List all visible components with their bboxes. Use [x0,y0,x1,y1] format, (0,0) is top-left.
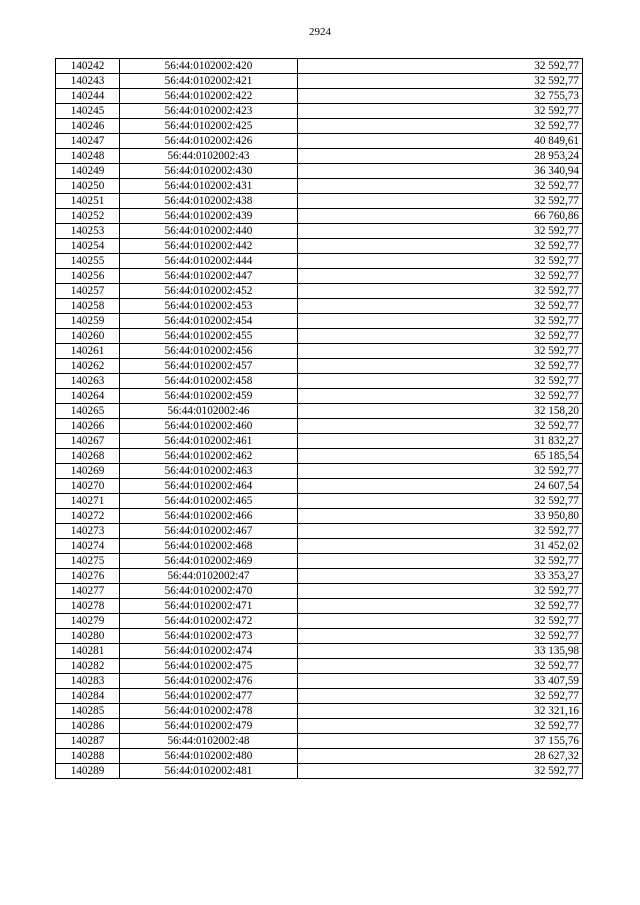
row-id-cell: 140285 [56,704,120,719]
row-id-cell: 140243 [56,74,120,89]
row-id-cell: 140245 [56,104,120,119]
table-row [56,629,583,644]
cadastral-number-cell: 56:44:0102002:462 [120,449,298,464]
value-cell: 28 953,24 [298,149,583,164]
table-row [56,359,583,374]
cadastral-number-cell: 56:44:0102002:452 [120,284,298,299]
table-row [56,134,583,149]
table-row [56,389,583,404]
value-cell: 32 592,77 [298,764,583,779]
cadastral-number-cell: 56:44:0102002:46 [120,404,298,419]
table-row [56,299,583,314]
row-id-cell: 140278 [56,599,120,614]
row-id-cell: 140271 [56,494,120,509]
value-cell: 33 950,80 [298,509,583,524]
cadastral-number-cell: 56:44:0102002:461 [120,434,298,449]
table-row [56,314,583,329]
value-cell: 66 760,86 [298,209,583,224]
cadastral-number-cell: 56:44:0102002:421 [120,74,298,89]
cadastral-number-cell: 56:44:0102002:444 [120,254,298,269]
table-row [56,104,583,119]
cadastral-number-cell: 56:44:0102002:48 [120,734,298,749]
cadastral-number-cell: 56:44:0102002:478 [120,704,298,719]
value-cell: 32 592,77 [298,719,583,734]
row-id-cell: 140281 [56,644,120,659]
row-id-cell: 140244 [56,89,120,104]
row-id-cell: 140286 [56,719,120,734]
table-row [56,614,583,629]
table-row [56,404,583,419]
row-id-cell: 140283 [56,674,120,689]
value-cell: 32 592,77 [298,284,583,299]
table-row [56,749,583,764]
value-cell: 32 592,77 [298,344,583,359]
table-row [56,659,583,674]
row-id-cell: 140265 [56,404,120,419]
table-row [56,554,583,569]
value-cell: 32 592,77 [298,269,583,284]
row-id-cell: 140255 [56,254,120,269]
row-id-cell: 140282 [56,659,120,674]
row-id-cell: 140256 [56,269,120,284]
value-cell: 32 592,77 [298,119,583,134]
value-cell: 32 592,77 [298,524,583,539]
cadastral-number-cell: 56:44:0102002:447 [120,269,298,284]
cadastral-number-cell: 56:44:0102002:431 [120,179,298,194]
table-row [56,344,583,359]
row-id-cell: 140280 [56,629,120,644]
value-cell: 32 158,20 [298,404,583,419]
page-number: 2924 [309,26,331,38]
value-cell: 32 592,77 [298,584,583,599]
cadastral-number-cell: 56:44:0102002:466 [120,509,298,524]
value-cell: 32 592,77 [298,494,583,509]
row-id-cell: 140289 [56,764,120,779]
cadastral-number-cell: 56:44:0102002:465 [120,494,298,509]
table-row [56,74,583,89]
cadastral-number-cell: 56:44:0102002:422 [120,89,298,104]
value-cell: 31 452,02 [298,539,583,554]
table-row [56,164,583,179]
value-cell: 24 607,54 [298,479,583,494]
table-row [56,479,583,494]
value-cell: 33 135,98 [298,644,583,659]
row-id-cell: 140263 [56,374,120,389]
row-id-cell: 140252 [56,209,120,224]
cadastral-number-cell: 56:44:0102002:481 [120,764,298,779]
cadastral-number-cell: 56:44:0102002:438 [120,194,298,209]
row-id-cell: 140250 [56,179,120,194]
table-row [56,194,583,209]
cadastral-number-cell: 56:44:0102002:477 [120,689,298,704]
cadastral-number-cell: 56:44:0102002:480 [120,749,298,764]
value-cell: 32 592,77 [298,599,583,614]
row-id-cell: 140274 [56,539,120,554]
table-row [56,449,583,464]
table-row [56,209,583,224]
table-row [56,569,583,584]
table-row [56,719,583,734]
table-row [56,434,583,449]
cadastral-number-cell: 56:44:0102002:474 [120,644,298,659]
row-id-cell: 140279 [56,614,120,629]
cadastral-number-cell: 56:44:0102002:457 [120,359,298,374]
value-cell: 32 592,77 [298,689,583,704]
value-cell: 32 592,77 [298,254,583,269]
cadastral-number-cell: 56:44:0102002:455 [120,329,298,344]
table-row [56,374,583,389]
row-id-cell: 140287 [56,734,120,749]
value-cell: 32 592,77 [298,74,583,89]
table-row [56,329,583,344]
row-id-cell: 140248 [56,149,120,164]
cadastral-number-cell: 56:44:0102002:456 [120,344,298,359]
cadastral-number-cell: 56:44:0102002:458 [120,374,298,389]
table-row [56,494,583,509]
table-row [56,509,583,524]
table-row [56,149,583,164]
row-id-cell: 140284 [56,689,120,704]
row-id-cell: 140275 [56,554,120,569]
value-cell: 65 185,54 [298,449,583,464]
row-id-cell: 140258 [56,299,120,314]
value-cell: 31 832,27 [298,434,583,449]
cadastral-number-cell: 56:44:0102002:47 [120,569,298,584]
value-cell: 32 755,73 [298,89,583,104]
value-cell: 32 592,77 [298,104,583,119]
value-cell: 32 592,77 [298,179,583,194]
value-cell: 32 592,77 [298,59,583,74]
cadastral-number-cell: 56:44:0102002:472 [120,614,298,629]
cadastral-number-cell: 56:44:0102002:460 [120,419,298,434]
row-id-cell: 140246 [56,119,120,134]
value-cell: 32 592,77 [298,299,583,314]
table-row [56,239,583,254]
value-cell: 40 849,61 [298,134,583,149]
row-id-cell: 140276 [56,569,120,584]
row-id-cell: 140277 [56,584,120,599]
value-cell: 32 592,77 [298,194,583,209]
value-cell: 33 353,27 [298,569,583,584]
value-cell: 32 592,77 [298,359,583,374]
row-id-cell: 140273 [56,524,120,539]
row-id-cell: 140249 [56,164,120,179]
value-cell: 28 627,32 [298,749,583,764]
row-id-cell: 140268 [56,449,120,464]
value-cell: 32 592,77 [298,374,583,389]
cadastral-number-cell: 56:44:0102002:471 [120,599,298,614]
row-id-cell: 140267 [56,434,120,449]
row-id-cell: 140257 [56,284,120,299]
cadastral-number-cell: 56:44:0102002:463 [120,464,298,479]
cadastral-number-cell: 56:44:0102002:439 [120,209,298,224]
value-cell: 33 407,59 [298,674,583,689]
value-cell: 32 321,16 [298,704,583,719]
cadastral-number-cell: 56:44:0102002:459 [120,389,298,404]
table-row [56,734,583,749]
value-cell: 32 592,77 [298,629,583,644]
value-cell: 37 155,76 [298,734,583,749]
cadastral-number-cell: 56:44:0102002:454 [120,314,298,329]
row-id-cell: 140253 [56,224,120,239]
table-row [56,224,583,239]
cadastral-number-cell: 56:44:0102002:425 [120,119,298,134]
cadastral-number-cell: 56:44:0102002:468 [120,539,298,554]
row-id-cell: 140251 [56,194,120,209]
table-row [56,644,583,659]
row-id-cell: 140269 [56,464,120,479]
table-row [56,599,583,614]
table-row [56,689,583,704]
table-row [56,59,583,74]
value-cell: 32 592,77 [298,464,583,479]
value-cell: 32 592,77 [298,314,583,329]
registry-table [55,58,583,779]
cadastral-number-cell: 56:44:0102002:43 [120,149,298,164]
table-row [56,119,583,134]
table-row [56,179,583,194]
cadastral-number-cell: 56:44:0102002:420 [120,59,298,74]
cadastral-number-cell: 56:44:0102002:479 [120,719,298,734]
row-id-cell: 140262 [56,359,120,374]
table-row [56,419,583,434]
value-cell: 32 592,77 [298,239,583,254]
value-cell: 32 592,77 [298,614,583,629]
registry-table-body [56,59,583,779]
row-id-cell: 140270 [56,479,120,494]
table-row [56,524,583,539]
cadastral-number-cell: 56:44:0102002:469 [120,554,298,569]
value-cell: 32 592,77 [298,554,583,569]
table-row [56,254,583,269]
table-row [56,674,583,689]
row-id-cell: 140247 [56,134,120,149]
row-id-cell: 140259 [56,314,120,329]
cadastral-number-cell: 56:44:0102002:442 [120,239,298,254]
value-cell: 32 592,77 [298,659,583,674]
cadastral-number-cell: 56:44:0102002:476 [120,674,298,689]
cadastral-number-cell: 56:44:0102002:453 [120,299,298,314]
table-row [56,764,583,779]
value-cell: 32 592,77 [298,389,583,404]
cadastral-number-cell: 56:44:0102002:467 [120,524,298,539]
table-row [56,284,583,299]
table-row [56,464,583,479]
table-row [56,269,583,284]
cadastral-number-cell: 56:44:0102002:426 [120,134,298,149]
cadastral-number-cell: 56:44:0102002:464 [120,479,298,494]
row-id-cell: 140260 [56,329,120,344]
row-id-cell: 140261 [56,344,120,359]
cadastral-number-cell: 56:44:0102002:470 [120,584,298,599]
cadastral-number-cell: 56:44:0102002:475 [120,659,298,674]
value-cell: 32 592,77 [298,419,583,434]
cadastral-number-cell: 56:44:0102002:430 [120,164,298,179]
row-id-cell: 140264 [56,389,120,404]
table-row [56,89,583,104]
value-cell: 32 592,77 [298,224,583,239]
row-id-cell: 140272 [56,509,120,524]
cadastral-number-cell: 56:44:0102002:423 [120,104,298,119]
row-id-cell: 140242 [56,59,120,74]
row-id-cell: 140266 [56,419,120,434]
table-row [56,704,583,719]
table-row [56,539,583,554]
row-id-cell: 140254 [56,239,120,254]
cadastral-number-cell: 56:44:0102002:440 [120,224,298,239]
table-row [56,584,583,599]
cadastral-number-cell: 56:44:0102002:473 [120,629,298,644]
value-cell: 36 340,94 [298,164,583,179]
value-cell: 32 592,77 [298,329,583,344]
row-id-cell: 140288 [56,749,120,764]
